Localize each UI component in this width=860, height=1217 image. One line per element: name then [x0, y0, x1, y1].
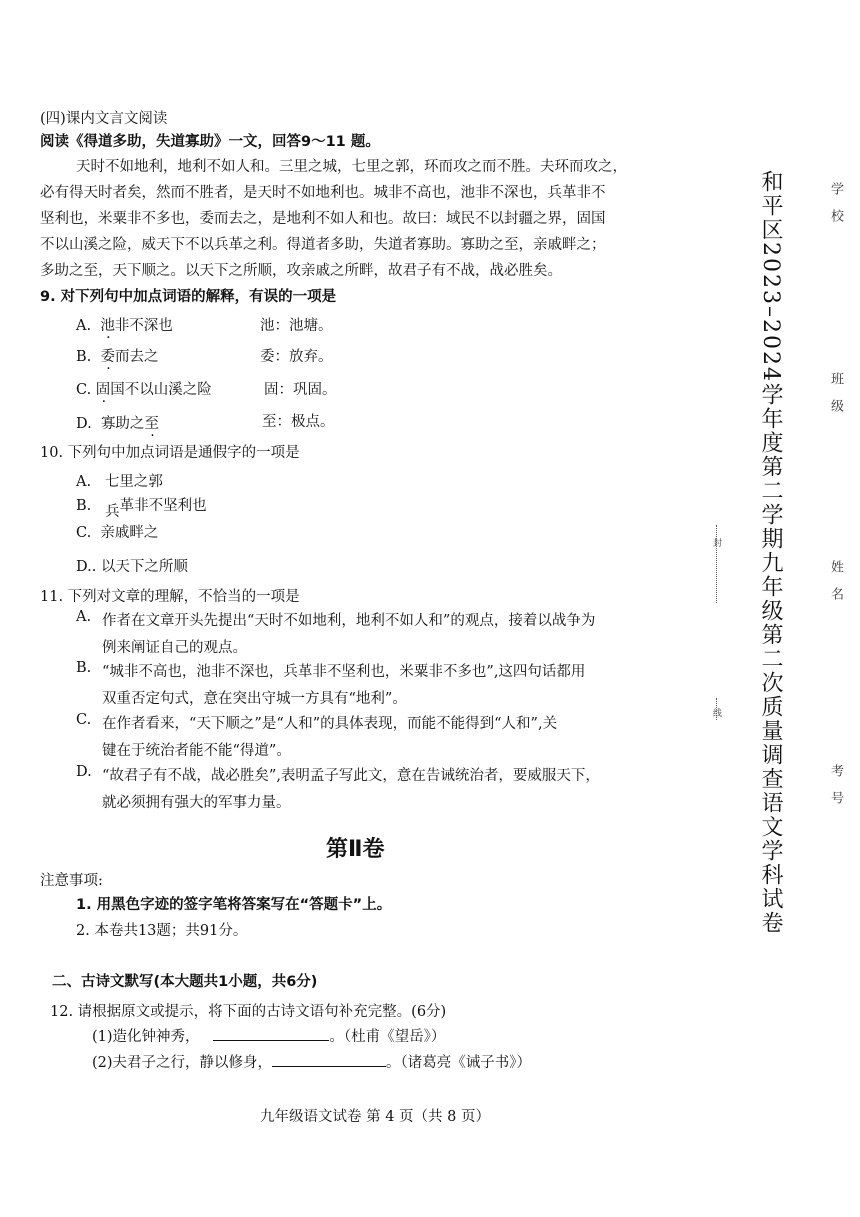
- q9-option-d[interactable]: [76, 412, 159, 433]
- option-text: 以天下之所顺: [100, 559, 188, 575]
- option-text: 亲戚畔之: [100, 525, 159, 541]
- option-letter: D.: [76, 416, 92, 432]
- q11-option-d-cont: 就必须拥有强大的军事力量。: [102, 795, 291, 811]
- passage-line: 必有得天时者矣，然而不胜者，是天时不如地利也。城非不高也，池非不深也，兵革非不: [40, 185, 606, 201]
- q11-option-c-letter: C.: [76, 712, 92, 728]
- q10-option-c[interactable]: [76, 521, 158, 542]
- q9-option-a[interactable]: [76, 314, 173, 335]
- passage-line: 天时不如地利，地利不如人和。三里之城，七里之郭，环而攻之而不胜。夫环而攻之，: [76, 159, 627, 175]
- option-letter: C.: [76, 382, 92, 398]
- q10-option-b[interactable]: [76, 494, 207, 520]
- q12-item-2: [92, 1051, 531, 1072]
- answer-blank[interactable]: [272, 1052, 386, 1067]
- name-label: 姓名: [828, 560, 843, 614]
- note-item: 2. 本卷共13题；共91分。: [76, 923, 248, 939]
- item-suffix: 。（杜甫《望岳》）: [329, 1029, 446, 1045]
- item-prefix: (1)造化钟神秀，: [92, 1029, 200, 1045]
- question-12-stem: 12. 请根据原文或提示，将下面的古诗文语句补充完整。(6分): [50, 1004, 447, 1020]
- q10-option-a[interactable]: [76, 470, 163, 491]
- dotted-word: 固: [95, 382, 111, 398]
- q9-option-c-explain: 固：巩固。: [264, 382, 337, 398]
- option-sub-char: 兵: [105, 504, 120, 520]
- volume-title: 第Ⅱ卷: [326, 837, 385, 862]
- option-text: 寡助之: [100, 416, 145, 432]
- q11-option-d-letter: D.: [76, 764, 92, 780]
- option-text: 非不深也: [114, 318, 173, 334]
- passage-line: 多助之至，天下顺之。以天下之所顺，攻亲戚之所畔，故君子有不战，战必胜矣。: [40, 263, 562, 279]
- q11-option-b-letter: B.: [76, 660, 92, 676]
- q11-option-b[interactable]: “城非不高也，池非不深也，兵革非不坚利也，米粟非不多也”,这四句话都用: [102, 664, 586, 680]
- option-text: 而去之: [114, 349, 159, 365]
- q11-option-a[interactable]: 作者在文章开头先提出“天时不如地利，地利不如人和”的观点，接着以战争为: [102, 613, 596, 629]
- exam-side-title: 和平区2023–2024学年度第二学期九年级第二次质量调查语文学科试卷: [758, 170, 783, 935]
- seal-dotted-line: [716, 525, 719, 603]
- passage-line: 坚利也，米粟非不多也，委而去之，是地利不如人和也。故曰：域民不以封疆之界，固国: [40, 211, 606, 227]
- school-label: 学校: [828, 182, 843, 236]
- q11-option-c-cont: 键在于统治者能不能“得道”。: [102, 743, 291, 759]
- option-letter: A.: [76, 474, 92, 490]
- note-item: 1. 用黑色字迹的签字笔将答案写在“答题卡”上。: [76, 897, 392, 913]
- q9-option-b[interactable]: [76, 345, 158, 366]
- reading-instruction: 阅读《得道多助，失道寡助》一文，回答9～11 题。: [40, 134, 380, 150]
- option-letter: A.: [76, 318, 92, 334]
- notes-heading: 注意事项:: [40, 873, 103, 889]
- option-letter: D..: [76, 559, 97, 575]
- q9-option-d-explain: 至：极点。: [262, 414, 335, 430]
- q11-option-b-cont: 双重否定句式，意在突出守城一方具有“地利”。: [102, 691, 407, 707]
- option-letter: B.: [76, 498, 92, 514]
- q10-option-d[interactable]: [76, 555, 188, 576]
- answer-blank[interactable]: [213, 1026, 329, 1041]
- option-letter: B.: [76, 349, 92, 365]
- seal-mark: 封: [711, 538, 721, 547]
- dotted-word: 委: [100, 349, 115, 365]
- section-heading: (四)课内文言文阅读: [40, 111, 168, 127]
- option-text: 七里之郭: [104, 474, 163, 490]
- q9-option-c[interactable]: [76, 378, 212, 399]
- item-suffix: 。（诸葛亮《诫子书》）: [386, 1055, 532, 1071]
- option-letter: C.: [76, 525, 92, 541]
- q12-item-1: [92, 1025, 445, 1046]
- q9-option-b-explain: 委：放弃。: [260, 349, 333, 365]
- q11-option-a-cont: 例来阐证自己的观点。: [102, 640, 247, 656]
- option-text: 国不以山溪之险: [110, 382, 212, 398]
- exam-number-label: 考号: [828, 764, 843, 818]
- question-9-stem: 9. 对下列句中加点词语的解释，有误的一项是: [40, 289, 337, 305]
- dotted-word: 池: [100, 318, 115, 334]
- option-text: 革非不坚利也: [119, 498, 207, 514]
- dotted-word: 至: [144, 416, 159, 432]
- item-prefix: (2)夫君子之行，静以修身，: [92, 1055, 273, 1071]
- q11-option-d[interactable]: “故君子有不战，战必胜矣”,表明孟子写此文，意在告诫统治者，要威服天下，: [102, 768, 600, 784]
- passage-line: 不以山溪之险，威天下不以兵革之利。得道者多助，失道者寡助。寡助之至，亲戚畔之；: [40, 237, 606, 253]
- class-label: 班级: [828, 372, 843, 426]
- part-heading: 二、古诗文默写(本大题共1小题，共6分): [52, 974, 318, 990]
- line-mark: 线: [711, 708, 721, 717]
- q11-option-a-letter: A.: [76, 609, 92, 625]
- question-10-stem: 10. 下列句中加点词语是通假字的一项是: [40, 445, 300, 461]
- q9-option-a-explain: 池：池塘。: [260, 318, 333, 334]
- q11-option-c[interactable]: 在作者看来，“天下顺之”是“人和”的具体表现，而能不能得到“人和”,关: [102, 716, 558, 732]
- page-footer: 九年级语文试卷 第 4 页（共 8 页）: [260, 1109, 490, 1125]
- question-11-stem: 11. 下列对文章的理解，不恰当的一项是: [40, 589, 300, 605]
